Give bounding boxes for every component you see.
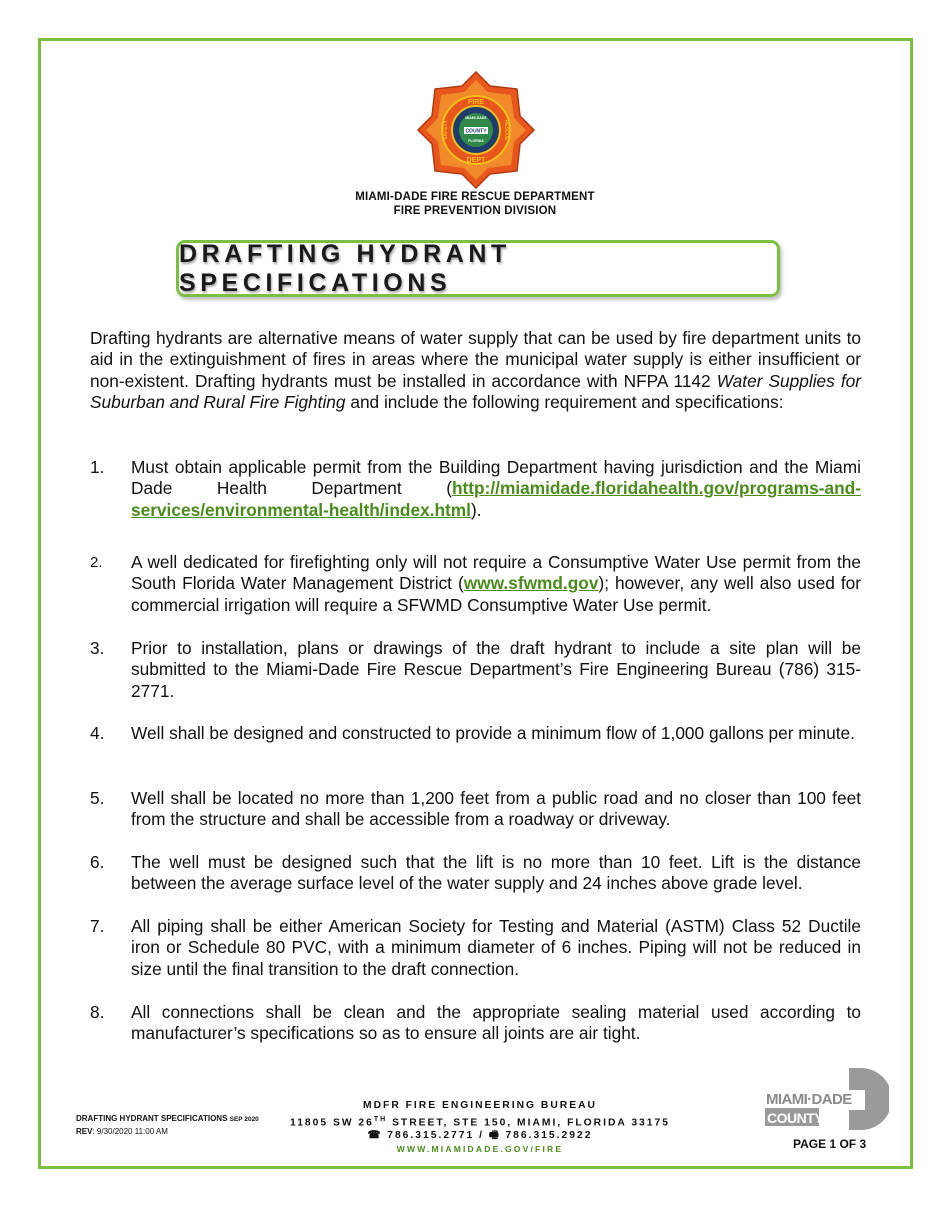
list-number: 8. xyxy=(90,1002,105,1022)
item-text: Well shall be located no more than 1,200 feet from a public road and no closer than 100 feet from the structure and shall be accessible from a roadway or driveway. xyxy=(131,788,861,830)
item-text: Well shall be designed and constructed to provide a minimum flow of 1,000 gallons per minute. xyxy=(131,723,855,743)
seal-center-top-text: MIAMI-DADE xyxy=(465,116,487,120)
health-department-link[interactable]: http://miamidade.floridahealth.gov/programs-and-services/environmental-health/index.html xyxy=(131,478,861,520)
miami-dade-county-logo xyxy=(765,1068,889,1130)
list-number: 4. xyxy=(90,723,105,743)
address-street: 11805 SW 26 xyxy=(290,1116,374,1128)
sfwmd-link[interactable]: www.sfwmd.gov xyxy=(463,573,599,594)
item-text: All connections shall be clean and the appropriate sealing material used according to manufacturer’s specifications so as to ensure all joints are air tight. xyxy=(131,1002,861,1044)
revision-date: : 9/30/2020 11:00 AM xyxy=(92,1127,168,1136)
division-name: FIRE PREVENTION DIVISION xyxy=(393,205,557,217)
intro-text-2: and include the following requirement and specifications: xyxy=(345,391,784,412)
list-item xyxy=(90,1002,861,1045)
page-number: PAGE 1 OF 3 xyxy=(793,1137,867,1151)
seal-bottom-text: DEPT xyxy=(466,157,486,164)
list-item xyxy=(90,916,861,980)
phone-separator: / xyxy=(479,1130,484,1142)
list-item xyxy=(90,723,861,744)
seal-right-text: RESCUE xyxy=(503,119,509,141)
seal-left-text: SAFETY xyxy=(443,120,449,140)
list-item xyxy=(90,638,861,702)
item-text: The well must be designed such that the lift is no more than 10 feet. Lift is the distance between the average surface level of the water supply and 24 inches above grade level. xyxy=(131,852,861,894)
intro-italic-title: Water Supplies for Suburban and Rural Fire Fighting xyxy=(90,370,861,412)
fax-number: 🖷 786.315.2922 xyxy=(488,1130,593,1142)
document-name: DRAFTING HYDRANT SPECIFICATIONS xyxy=(76,1114,228,1123)
intro-paragraph xyxy=(90,328,861,413)
list-number: 1. xyxy=(90,457,105,477)
logo-top-text: MIAMI·DADE xyxy=(766,1091,852,1108)
document-date: SEP 2020 xyxy=(229,1116,259,1123)
list-item xyxy=(90,552,861,616)
fire-rescue-seal-icon xyxy=(409,71,543,189)
bureau-name: MDFR FIRE ENGINEERING BUREAU xyxy=(363,1100,597,1111)
revision-label: REV xyxy=(76,1127,93,1136)
list-number: 5. xyxy=(90,788,105,808)
item-text-end: ); however, any well also used for commercial irrigation will require a SFWMD Consumptive Water Use permit. xyxy=(131,573,861,615)
seal-top-text: FIRE xyxy=(468,99,484,106)
department-name: MIAMI-DADE FIRE RESCUE DEPARTMENT xyxy=(355,191,595,203)
address xyxy=(280,1113,680,1130)
website-link[interactable]: WWW.MIAMIDADE.GOV/FIRE xyxy=(396,1143,564,1154)
seal-center-text: COUNTY xyxy=(465,128,487,135)
list-item xyxy=(90,788,861,831)
list-number: 7. xyxy=(90,916,105,936)
list-number: 3. xyxy=(90,638,105,658)
item-text-end: ). xyxy=(470,499,482,520)
list-number: 6. xyxy=(90,852,105,872)
item-text: Prior to installation, plans or drawings of the draft hydrant to include a site plan will be submitted to the Miami-Dade Fire Rescue Department’s Fire Engineering Bureau (786) 315-2771. xyxy=(131,638,861,701)
list-number: 2. xyxy=(90,554,103,571)
logo-bottom-text: COUNTY xyxy=(767,1110,824,1126)
seal-center-bottom-text: FLORIDA xyxy=(468,139,484,143)
title-box xyxy=(176,240,780,297)
phone-number: ☎ 786.315.2771 xyxy=(367,1130,475,1142)
document-revision-info xyxy=(76,1113,259,1138)
address-ordinal: TH xyxy=(373,1115,388,1123)
intro-text-1: Drafting hydrants are alternative means of water supply that can be used by fire department units to aid in the extinguishment of fires in areas where the municipal water supply is either insufficient or non-existent. Drafting hydrants must be installed in accordance with NFPA 1142 xyxy=(90,328,861,391)
item-text: All piping shall be either American Society for Testing and Material (ASTM) Class 52 Ductile iron or Schedule 80 PVC, with a minimum diameter of 6 inches. Piping will not be reduced in size until the final transition to the draft connection. xyxy=(131,916,861,979)
list-item xyxy=(90,457,861,521)
item-text: Must obtain applicable permit from the Building Department having jurisdiction and the Miami Dade Health Department ( xyxy=(131,457,861,499)
phone-line xyxy=(280,1129,680,1143)
address-city: STREET, STE 150, MIAMI, FLORIDA 33175 xyxy=(387,1116,670,1128)
list-item xyxy=(90,852,861,895)
contact-block xyxy=(280,1099,680,1156)
item-text: A well dedicated for firefighting only will not require a Consumptive Water Use permit from the South Florida Water Management District ( xyxy=(131,552,861,594)
page-title: DRAFTING HYDRANT SPECIFICATIONS xyxy=(179,239,511,297)
